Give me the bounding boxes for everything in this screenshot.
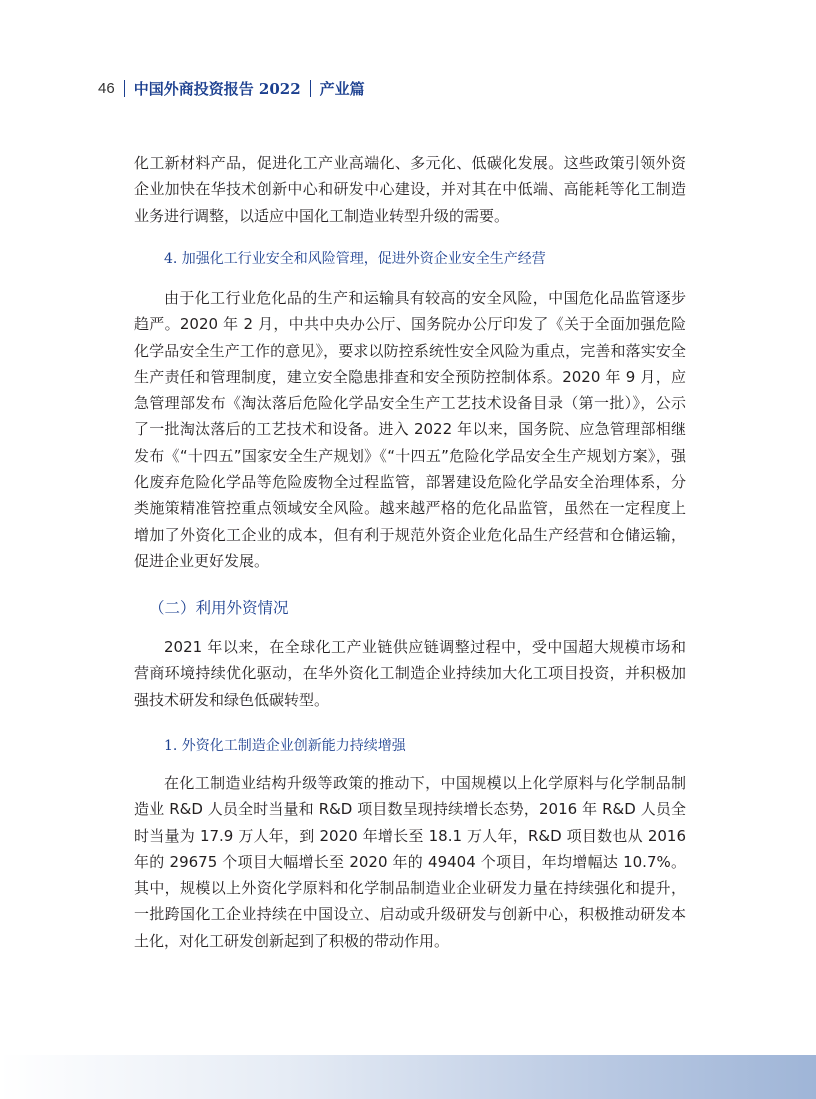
subheading-innovation: 1. 外资化工制造企业创新能力持续增强: [164, 738, 406, 754]
page-number: 46: [98, 79, 115, 97]
section-heading-foreign-investment: （二）利用外资情况: [149, 599, 289, 617]
header-divider: [310, 80, 311, 97]
page-header: [98, 74, 365, 102]
report-title: 中国外商投资报告 2022: [133, 79, 301, 98]
paragraph-foreign-investment: 2021 年以来，在全球化工产业链供应链调整过程中，受中国超大规模市场和营商环境持续优化驱动，在华外资化工制造企业持续加大化工项目投资，并积极加强技术研发和绿色低碳转型。: [134, 638, 686, 709]
paragraph-innovation: 在化工制造业结构升级等政策的推动下，中国规模以上化学原料与化学制品制造业 R&D 人员全时当量和 R&D 项目数呈现持续增长态势，2016 年 R&D 人员全时当量为 17.9 万人年，到 2020 年增长至 18.1 万人年，R&D 项目数也从 2016 年的 29675 个项目大幅增长至 2020 年的 49404 个项目，年均增幅达 10.7%。其中，规模以上外资化学原料和化学制品制造业企业研发力量在持续强化和提升，一批跨国化工企业持续在中国设立、启动或升级研发与创新中心，积极推动研发本土化，对化工研发创新起到了积极的带动作用。: [134, 774, 686, 950]
paragraph-safety: 由于化工行业危化品的生产和运输具有较高的安全风险，中国危化品监管逐步趋严。2020 年 2 月，中共中央办公厅、国务院办公厅印发了《关于全面加强危险化学品安全生产工作的意见》，要求以防控系统性安全风险为重点，完善和落实安全生产责任和管理制度，建立安全隐患排查和安全预防控制体系。2020 年 9 月，应急管理部发布《淘汰落后危险化学品安全生产工艺技术设备目录（第一批）》，公示了一批淘汰落后的工艺技术和设备。进入 2022 年以来，国务院、应急管理部相继发布《“十四五”国家安全生产规划》《“十四五”危险化学品安全生产规划方案》，强化废弃危险化学品等危险废物全过程监管，部署建设危险化学品安全治理体系，分类施策精准管控重点领域安全风险。越来越严格的危化品监管，虽然在一定程度上增加了外资化工企业的成本，但有利于规范外资企业危化品生产经营和仓储运输，促进企业更好发展。: [134, 289, 686, 570]
footer-gradient-band: [0, 1055, 816, 1099]
section-label: 产业篇: [319, 79, 365, 98]
subheading-safety: 4. 加强化工行业安全和风险管理，促进外资企业安全生产经营: [164, 251, 546, 267]
paragraph-continuation: 化工新材料产品，促进化工产业高端化、多元化、低碳化发展。这些政策引领外资企业加快在华技术创新中心和研发中心建设，并对其在中低端、高能耗等化工制造业务进行调整，以适应中国化工制造业转型升级的需要。: [134, 154, 686, 225]
header-divider: [124, 80, 125, 97]
